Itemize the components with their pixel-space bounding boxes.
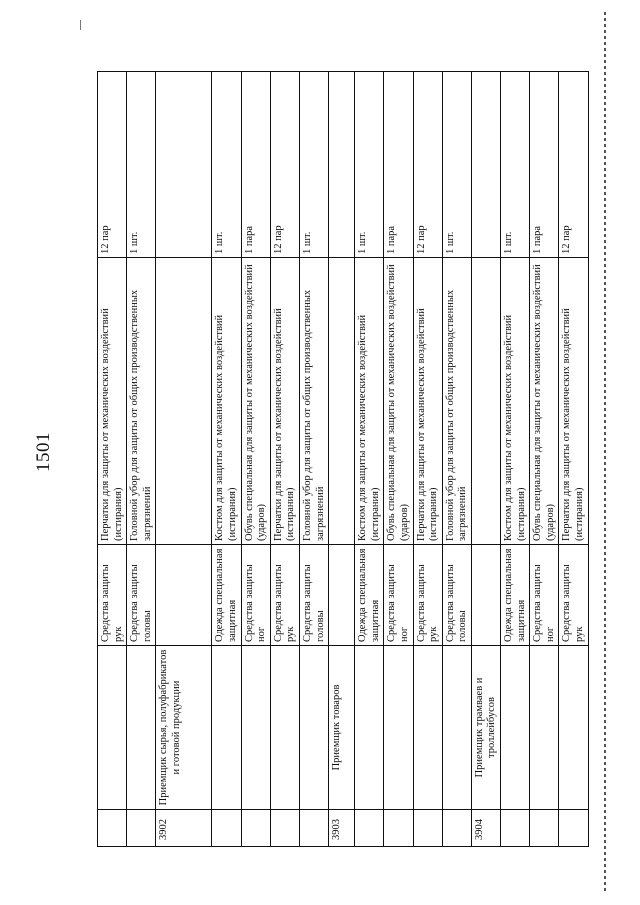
quantity-cell: 12 пар — [559, 72, 588, 258]
code-cell — [384, 810, 413, 847]
quantity-cell: 12 пар — [413, 72, 442, 258]
item-cell: Перчатки для защиты от механических воздействий (истирания) — [98, 258, 127, 545]
item-cell: Обувь специальная для защиты от механических воздействий (ударов) — [530, 258, 559, 545]
quantity-cell: 12 пар — [98, 72, 127, 258]
code-cell: 3902 — [156, 810, 212, 847]
item-cell: Перчатки для защиты от механических воздействий (истирания) — [270, 258, 299, 545]
scan-edge-mark — [80, 20, 81, 30]
profession-cell — [270, 646, 299, 810]
quantity-cell — [329, 72, 355, 258]
profession-cell — [559, 646, 588, 810]
category-cell: Средства защиты головы — [442, 545, 471, 646]
profession-cell — [212, 646, 241, 810]
code-cell — [355, 810, 384, 847]
item-cell: Костюм для защиты от механических воздействий (истирания) — [212, 258, 241, 545]
category-cell: Средства защиты рук — [413, 545, 442, 646]
quantity-cell: 1 шт. — [299, 72, 328, 258]
quantity-cell: 1 шт. — [501, 72, 530, 258]
table-row — [384, 72, 413, 847]
table-row — [355, 72, 384, 847]
category-cell: Одежда специальная защитная — [501, 545, 530, 646]
code-cell — [530, 810, 559, 847]
table-row — [270, 72, 299, 847]
table-row — [241, 72, 270, 847]
category-cell — [329, 545, 355, 646]
item-cell — [329, 258, 355, 545]
category-cell: Средства защиты ног — [384, 545, 413, 646]
profession-cell — [299, 646, 328, 810]
table-row — [442, 72, 471, 847]
item-cell: Костюм для защиты от механических воздействий (истирания) — [355, 258, 384, 545]
quantity-cell: 1 шт. — [355, 72, 384, 258]
code-cell — [127, 810, 156, 847]
table-row — [127, 72, 156, 847]
profession-cell: Приемщик сырья, полуфабрикатов и готовой продукции — [156, 646, 212, 810]
profession-cell — [98, 646, 127, 810]
category-cell: Средства защиты ног — [530, 545, 559, 646]
code-cell: 3904 — [471, 810, 500, 847]
profession-cell — [530, 646, 559, 810]
table-row — [501, 72, 530, 847]
category-cell — [156, 545, 212, 646]
category-cell: Средства защиты рук — [270, 545, 299, 646]
table-row — [98, 72, 127, 847]
code-cell — [241, 810, 270, 847]
quantity-cell: 1 пара — [241, 72, 270, 258]
code-cell — [501, 810, 530, 847]
table-row — [212, 72, 241, 847]
quantity-cell: 12 пар — [270, 72, 299, 258]
category-cell: Средства защиты ног — [241, 545, 270, 646]
quantity-cell — [471, 72, 500, 258]
code-cell — [559, 810, 588, 847]
table-row — [299, 72, 328, 847]
quantity-cell: 1 пара — [530, 72, 559, 258]
table-row — [530, 72, 559, 847]
table-row — [559, 72, 588, 847]
code-cell — [413, 810, 442, 847]
category-cell: Одежда специальная защитная — [355, 545, 384, 646]
profession-cell — [127, 646, 156, 810]
item-cell — [156, 258, 212, 545]
table-row — [329, 72, 355, 847]
table-row — [471, 72, 500, 847]
quantity-cell: 1 шт. — [127, 72, 156, 258]
profession-cell — [501, 646, 530, 810]
profession-cell — [413, 646, 442, 810]
profession-cell: Приемщик товаров — [329, 646, 355, 810]
item-cell: Головной убор для защиты от общих производственных загрязнений — [127, 258, 156, 545]
profession-cell — [241, 646, 270, 810]
code-cell: 3903 — [329, 810, 355, 847]
quantity-cell: 1 пара — [384, 72, 413, 258]
profession-cell — [442, 646, 471, 810]
code-cell — [299, 810, 328, 847]
item-cell: Головной убор для защиты от общих производственных загрязнений — [442, 258, 471, 545]
table-row — [156, 72, 212, 847]
category-cell: Одежда специальная защитная — [212, 545, 241, 646]
profession-cell — [384, 646, 413, 810]
profession-cell: Приемщик трамваев и троллейбусов — [471, 646, 500, 810]
category-cell: Средства защиты головы — [299, 545, 328, 646]
scan-fold-line — [604, 12, 606, 892]
page-number: 1501 — [33, 432, 54, 472]
ppe-table-container — [97, 72, 586, 847]
table-row — [413, 72, 442, 847]
category-cell: Средства защиты головы — [127, 545, 156, 646]
ppe-table-rotated — [97, 72, 586, 847]
category-cell: Средства защиты рук — [98, 545, 127, 646]
item-cell — [471, 258, 500, 545]
item-cell: Перчатки для защиты от механических воздействий (истирания) — [559, 258, 588, 545]
code-cell — [212, 810, 241, 847]
code-cell — [442, 810, 471, 847]
quantity-cell: 1 шт. — [442, 72, 471, 258]
item-cell: Обувь специальная для защиты от механических воздействий (ударов) — [384, 258, 413, 545]
quantity-cell — [156, 72, 212, 258]
item-cell: Обувь специальная для защиты от механических воздействий (ударов) — [241, 258, 270, 545]
item-cell: Головной убор для защиты от общих производственных загрязнений — [299, 258, 328, 545]
quantity-cell: 1 шт. — [212, 72, 241, 258]
item-cell: Перчатки для защиты от механических воздействий (истирания) — [413, 258, 442, 545]
category-cell — [471, 545, 500, 646]
profession-cell — [355, 646, 384, 810]
code-cell — [98, 810, 127, 847]
ppe-table-body — [98, 72, 589, 847]
item-cell: Костюм для защиты от механических воздействий (истирания) — [501, 258, 530, 545]
category-cell: Средства защиты рук — [559, 545, 588, 646]
code-cell — [270, 810, 299, 847]
ppe-norms-table — [97, 71, 589, 847]
